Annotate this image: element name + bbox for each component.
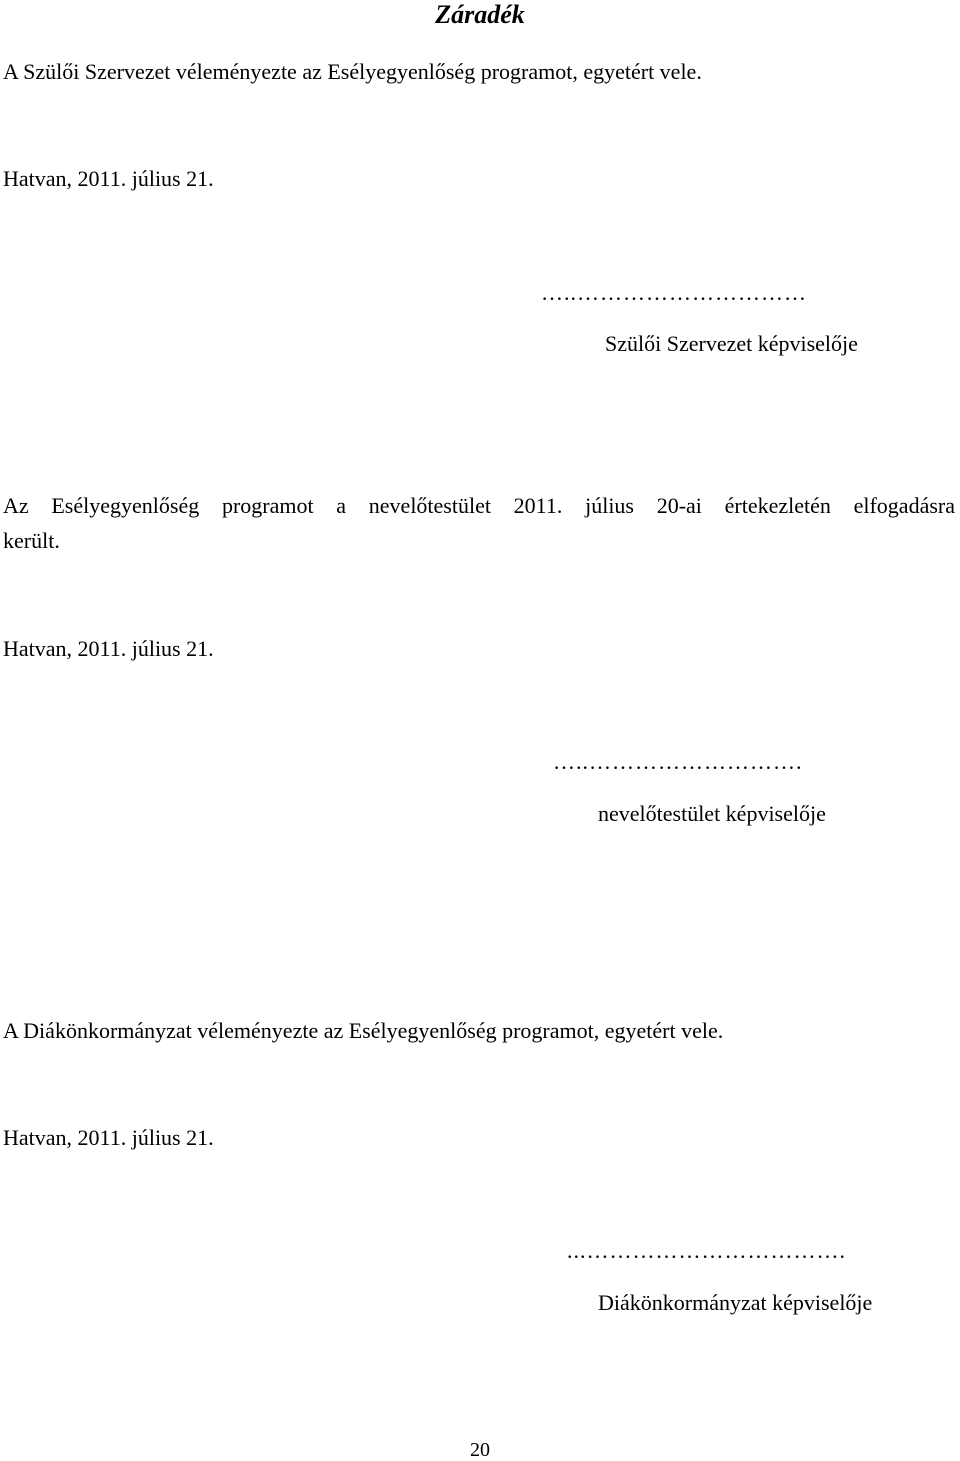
nevelotestulet-statement-line1: Az Esélyegyenlőség programot a nevelőtestület 2011. július 20-ai értekezletén elfogadásra bbox=[3, 493, 955, 518]
szuloi-signature-line: …..………………………… bbox=[541, 280, 807, 305]
document-title: Záradék bbox=[435, 0, 525, 29]
nevelotestulet-place-date: Hatvan, 2011. július 21. bbox=[3, 636, 214, 661]
page-number: 20 bbox=[470, 1439, 490, 1461]
diakonkormanyzat-signature-label: Diákönkormányzat képviselője bbox=[598, 1290, 873, 1315]
diakonkormanyzat-statement: A Diákönkormányzat véleményezte az Esélyegyenlőség programot, egyetért vele. bbox=[3, 1018, 724, 1043]
diakonkormanyzat-place-date: Hatvan, 2011. július 21. bbox=[3, 1125, 214, 1150]
nevelotestulet-signature-label: nevelőtestület képviselője bbox=[598, 801, 826, 826]
diakonkormanyzat-signature-line: ...……………………………. bbox=[567, 1238, 846, 1263]
nevelotestulet-statement-line2: került. bbox=[3, 528, 60, 553]
nevelotestulet-signature-line: …..………………………. bbox=[553, 749, 803, 774]
szuloi-statement: A Szülői Szervezet véleményezte az Esélyegyenlőség programot, egyetért vele. bbox=[3, 59, 702, 84]
szuloi-signature-label: Szülői Szervezet képviselője bbox=[605, 331, 858, 356]
szuloi-place-date: Hatvan, 2011. július 21. bbox=[3, 166, 214, 191]
